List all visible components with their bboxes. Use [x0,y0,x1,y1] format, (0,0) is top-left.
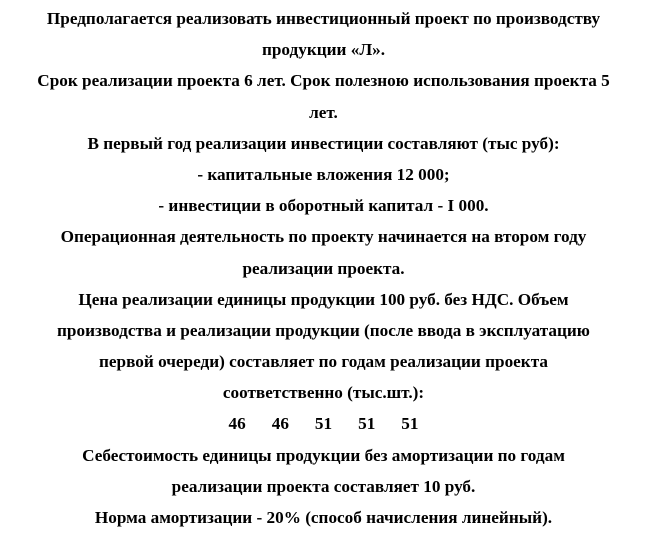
text-line: первой очереди) составляет по годам реализации проекта [99,352,548,372]
text-line: В первый год реализации инвестиции составляют (тыс руб): [87,133,560,153]
volume-value: 51 [358,414,376,434]
text-line: Себестоимость единицы продукции без амортизации по годам [82,445,565,465]
text-line: Цена реализации единицы продукции 100 руб. без НДС. Объем [78,289,569,309]
text-line: - инвестиции в оборотный капитал - I 000. [158,196,489,216]
volume-value: 46 [228,414,246,434]
text-line: Норма амортизации - 20% (способ начисления линейный). [94,508,553,527]
text-line: продукции «Л». [261,40,386,60]
text-line: производства и реализации продукции (после ввода в эксплуатацию [57,320,590,340]
text-line: соответственно (тыс.шт.): [222,383,425,403]
volume-values-row [0,408,647,439]
text-line: Срок реализации проекта 6 лет. Срок полезною использования проекта 5 [37,71,610,91]
text-line: реализации проекта составляет 10 руб. [171,476,476,496]
volume-value: 51 [401,414,419,434]
volume-value: 46 [271,414,289,434]
text-line: реализации проекта. [242,258,405,278]
text-line: лет. [309,102,338,122]
text-line: - капитальные вложения 12 000; [197,164,450,184]
text-line: Предполагается реализовать инвестиционный проект по производству [46,9,601,28]
text-line: Операционная деятельность по проекту начинается на втором году [60,227,587,247]
volume-value: 51 [314,414,333,434]
